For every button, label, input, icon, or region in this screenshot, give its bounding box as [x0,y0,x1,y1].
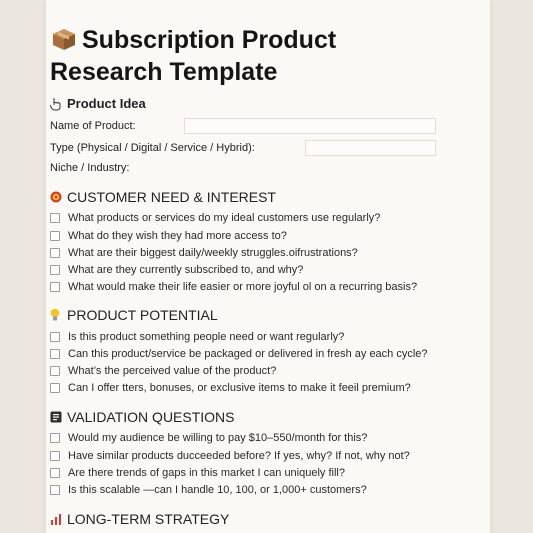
page-title [50,24,430,88]
validation-questions-heading: VALIDATION QUESTIONS [50,409,235,425]
chart-icon [50,512,62,526]
name-of-product-label: Name of Product: [50,120,136,132]
checklist-item: Would my audience be willing to pay $10–550/month for this? [50,432,367,444]
checkbox[interactable] [50,282,60,292]
checkbox[interactable] [50,383,60,393]
checkbox[interactable] [50,468,60,478]
package-icon [50,27,78,51]
product-idea-heading: Product Idea [50,96,146,111]
checkbox[interactable] [50,265,60,275]
checklist-item: What do they wish they had more access to? [50,230,287,242]
clipboard-icon [50,410,62,424]
name-of-product-field[interactable] [184,118,436,134]
checkbox[interactable] [50,451,60,461]
checklist-item: Can this product/service be packaged or delivered in fresh ay each cycle? [50,348,428,360]
title-line-2: Research Template [50,58,278,86]
lightbulb-icon [50,308,62,322]
long-term-strategy-heading: LONG-TERM STRATEGY [50,511,229,527]
checklist-item: What products or services do my ideal customers use regularly? [50,212,380,224]
checkbox[interactable] [50,213,60,223]
customer-need-heading: CUSTOMER NEED & INTEREST [50,189,276,205]
checklist-item: Is this scalable —can I handle 10, 100, or 1,000+ customers? [50,484,367,496]
product-type-field[interactable] [305,140,436,156]
checklist-item: What are their biggest daily/weekly struggles.oifrustrations? [50,247,358,259]
checkbox[interactable] [50,349,60,359]
target-icon [50,190,62,204]
checkbox[interactable] [50,332,60,342]
checkbox[interactable] [50,231,60,241]
checklist-item: What would make their life easier or more joyful ol on a recurring basis? [50,281,417,293]
product-type-label: Type (Physical / Digital / Service / Hybrid): [50,142,255,154]
title-line-1: Subscription Product [82,26,337,54]
checkbox[interactable] [50,485,60,495]
checklist-item: Have similar products ducceeded before? If yes, why? If not, why not? [50,450,410,462]
checklist-item: What’s the perceived value of the product? [50,365,276,377]
checkbox[interactable] [50,433,60,443]
checklist-item: Is this product something people need or want regularly? [50,331,344,343]
pointer-hand-icon [50,97,62,111]
checklist-item: Can I offer tters, bonuses, or exclusive items to make it feeil premium? [50,382,411,394]
checkbox[interactable] [50,248,60,258]
checkbox[interactable] [50,366,60,376]
niche-industry-label: Niche / Industry: [50,162,130,174]
checklist-item: What are they currently subscribed to, and why? [50,264,303,276]
checklist-item: Are there trends of gaps in this market I can uniquely fill? [50,467,345,479]
product-potential-heading: PRODUCT POTENTIAL [50,307,218,323]
